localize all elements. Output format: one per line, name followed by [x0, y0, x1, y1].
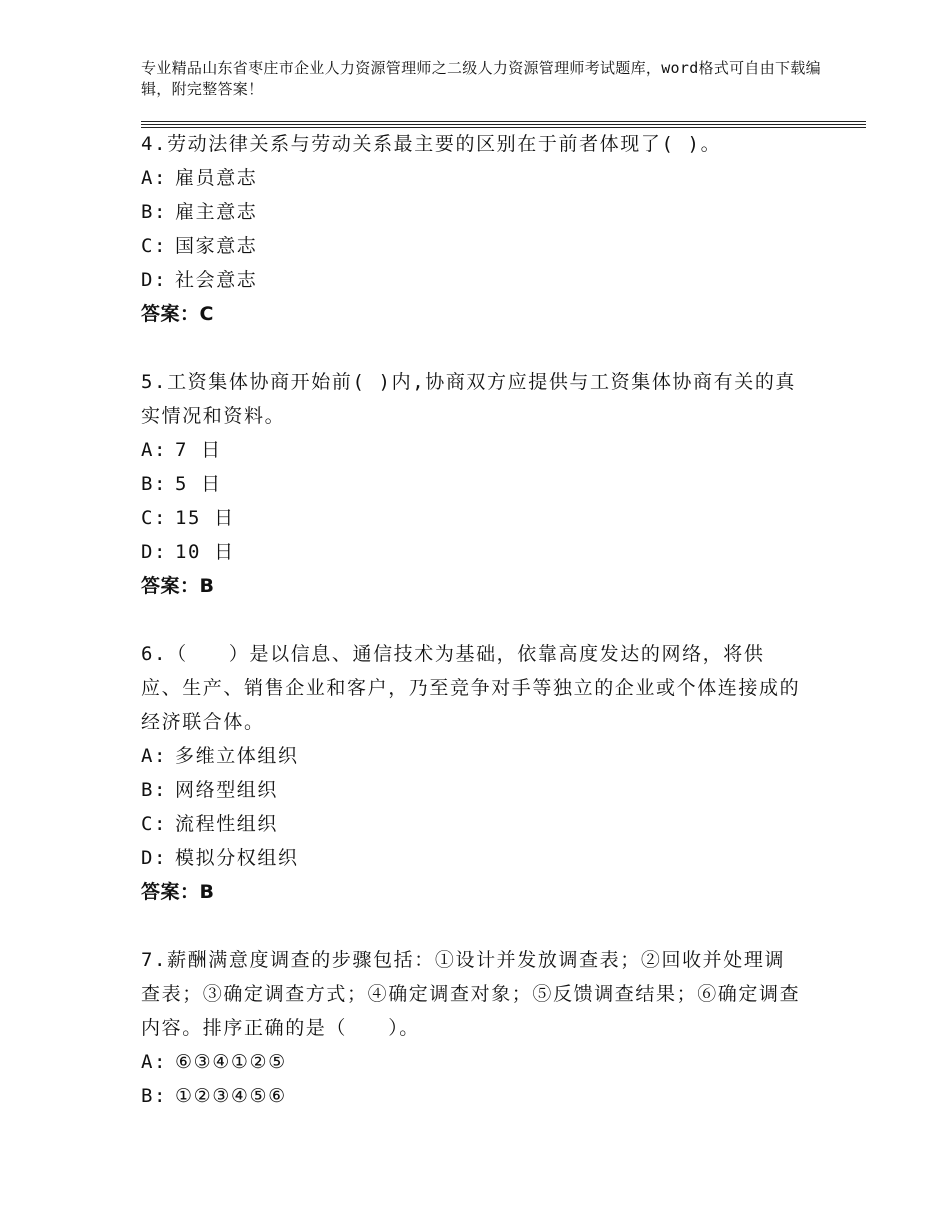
option-letter: B: [141, 779, 168, 801]
question-item [141, 637, 801, 909]
option-letter: C: [141, 507, 168, 529]
option-letter: A: [141, 167, 168, 189]
option-text: 15 日 [175, 507, 235, 529]
header-divider-line [141, 124, 866, 125]
question-text: 6.（ ）是以信息、通信技术为基础，依靠高度发达的网络，将供应、生产、销售企业和客户，乃至竞争对手等独立的企业或个体连接成的经济联合体。 [141, 643, 801, 733]
option-text: 雇主意志 [175, 201, 258, 223]
question-list [141, 127, 801, 1147]
option-letter: B: [141, 201, 168, 223]
option-text: 7 日 [175, 439, 222, 461]
answer-key: 答案：B [141, 881, 215, 903]
option-letter: B: [141, 1085, 168, 1107]
option-letter: C: [141, 813, 168, 835]
option-text: 模拟分权组织 [175, 847, 299, 869]
option-letter: A: [141, 439, 168, 461]
question-item [141, 127, 801, 331]
answer-option [141, 841, 801, 875]
question-item [141, 943, 801, 1113]
option-text: 10 日 [175, 541, 235, 563]
answer-option [141, 433, 801, 467]
answer-option [141, 807, 801, 841]
option-text: 5 日 [175, 473, 222, 495]
option-letter: D: [141, 847, 168, 869]
answer-option [141, 1079, 801, 1113]
question-text: 4.劳动法律关系与劳动关系最主要的区别在于前者体现了( )。 [141, 133, 722, 155]
answer-option [141, 773, 801, 807]
header-divider-line [141, 121, 866, 122]
option-letter: B: [141, 473, 168, 495]
answer-option [141, 467, 801, 501]
option-text: 多维立体组织 [175, 745, 299, 767]
answer-option [141, 263, 801, 297]
question-text: 5.工资集体协商开始前( )内,协商双方应提供与工资集体协商有关的真实情况和资料。 [141, 371, 797, 427]
option-text: ①②③④⑤⑥ [175, 1085, 287, 1107]
answer-option [141, 229, 801, 263]
answer-key: 答案：B [141, 575, 215, 597]
answer-option [141, 1045, 801, 1079]
option-text: 雇员意志 [175, 167, 258, 189]
option-text: ⑥③④①②⑤ [175, 1051, 287, 1073]
question-text: 7.薪酬满意度调查的步骤包括：①设计并发放调查表；②回收并处理调查表；③确定调查方式；④确定调查对象；⑤反馈调查结果；⑥确定调查内容。排序正确的是（ ）。 [141, 949, 801, 1039]
question-item [141, 365, 801, 603]
answer-option [141, 501, 801, 535]
option-letter: A: [141, 745, 168, 767]
option-letter: C: [141, 235, 168, 257]
answer-option [141, 739, 801, 773]
answer-option [141, 195, 801, 229]
option-letter: D: [141, 269, 168, 291]
option-text: 国家意志 [175, 235, 258, 257]
answer-key: 答案：C [141, 303, 214, 325]
option-text: 社会意志 [175, 269, 258, 291]
document-header: 专业精品山东省枣庄市企业人力资源管理师之二级人力资源管理师考试题库，word格式可自由下载编辑，附完整答案！ [141, 59, 821, 98]
option-letter: A: [141, 1051, 168, 1073]
option-text: 网络型组织 [175, 779, 279, 801]
answer-option [141, 535, 801, 569]
option-text: 流程性组织 [175, 813, 279, 835]
answer-option [141, 161, 801, 195]
option-letter: D: [141, 541, 168, 563]
